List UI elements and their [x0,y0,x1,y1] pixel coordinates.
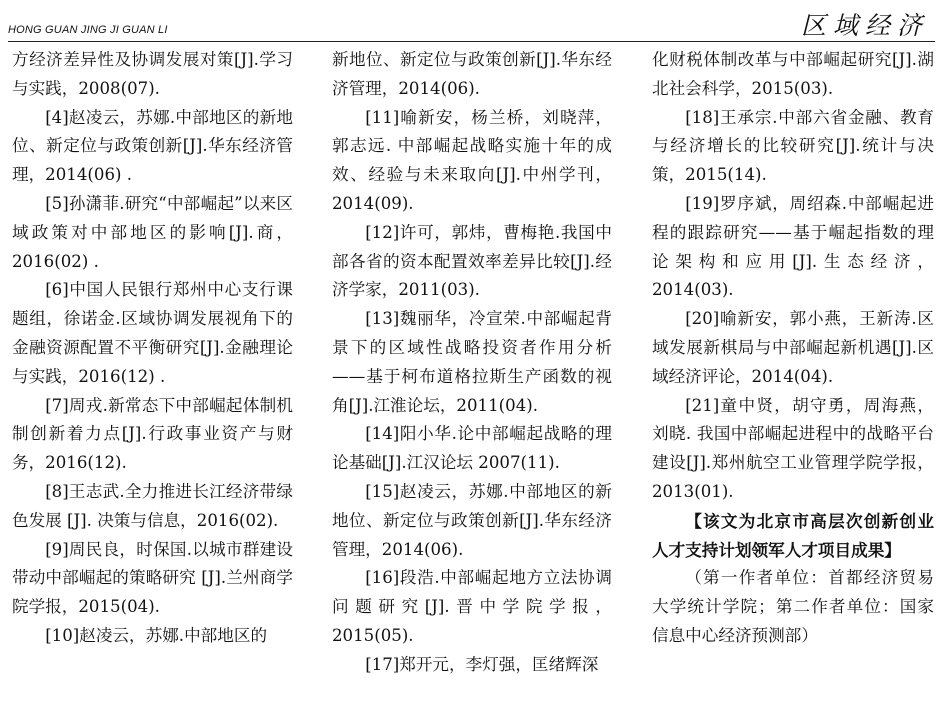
reference-paragraph: [6]中国人民银行郑州中心支行课题组，徐诺金.区域协调发展视角下的金融资源配置不平衡研究[J].金融理论与实践，2016(12) . [12,280,293,386]
reference-paragraph: [19]罗序斌，周绍森.中部崛起进程的跟踪研究——基于崛起指数的理论架构和应用[J].生态经济，2014(03). [652,193,934,300]
reference-paragraph: 新地位、新定位与政策创新[J].华东经济管理，2014(06). [332,50,612,98]
journal-name: HONG GUAN JING JI GUAN LI [8,24,168,36]
section-title: 区域经济 [800,11,929,40]
reference-paragraph: （第一作者单位：首都经济贸易大学统计学院；第二作者单位：国家信息中心经济预测部） [652,568,934,645]
reference-paragraph: [13]魏丽华，冷宣荣.中部崛起背景下的区域性战略投资者作用分析——基于柯布道格拉斯生产函数的视角[J].江淮论坛，2011(04). [332,309,612,415]
reference-paragraph: [18]王承宗.中部六省金融、教育与经济增长的比较研究[J].统计与决策，2015(14). [652,107,934,185]
reference-paragraph: [20]喻新安，郭小燕，王新涛.区域发展新棋局与中部崛起新机遇[J].区域经济评论，2014(04). [652,309,934,386]
reference-paragraph: [21]童中贤，胡守勇，周海燕，刘晓. 我国中部崛起进程中的战略平台建设[J].郑州航空工业管理学院学报，2013(01). [652,395,934,501]
page-header [8,0,935,46]
reference-paragraph: [17]郑开元，李灯强，匡绪辉深 [365,654,599,674]
text-column-1 [12,46,293,706]
reference-paragraph: [14]阳小华.论中部崛起战略的理论基础[J].江汉论坛 2007(11). [332,424,612,473]
text-column-2 [332,46,612,706]
reference-paragraph: 方经济差异性及协调发展对策[J].学习与实践，2008(07). [12,50,293,98]
reference-paragraph: 化财税体制改革与中部崛起研究[J].湖北社会科学，2015(03). [652,50,934,98]
reference-paragraph: [16]段浩.中部崛起地方立法协调问题研究[J].晋中学院学报，2015(05). [332,568,612,645]
reference-paragraph: [15]赵凌云，苏娜.中部地区的新地位、新定位与政策创新[J].华东经济管理，2014(06). [332,481,612,559]
funding-note: 【该文为北京市高层次创新创业人才支持计划领军人才项目成果】 [652,510,934,560]
header-rule [8,41,935,42]
reference-paragraph: [7]周戎.新常态下中部崛起体制机制创新着力点[J].行政事业资产与财务，2016(12). [12,395,293,473]
reference-paragraph: [10]赵凌云，苏娜.中部地区的 [45,625,268,645]
text-column-3 [652,46,934,706]
reference-paragraph: [12]许可，郭炜，曹梅艳.我国中部各省的资本配置效率差异比较[J].经济学家，2011(03). [332,222,612,300]
reference-paragraph: [8]王志武.全力推进长江经济带绿色发展 [J]. 决策与信息，2016(02). [12,481,293,530]
reference-paragraph: [9]周民良，时保国.以城市群建设带动中部崛起的策略研究 [J].兰州商学院学报，2015(04). [12,539,293,617]
reference-paragraph: [4]赵凌云，苏娜.中部地区的新地位、新定位与政策创新[J].华东经济管理，2014(06) . [12,107,293,185]
reference-paragraph: [5]孙潇菲.研究“中部崛起”以来区域政策对中部地区的影响[J].商，2016(02) . [12,193,293,271]
reference-paragraph: [11]喻新安，杨兰桥，刘晓萍，郭志远. 中部崛起战略实施十年的成效、经验与未来取向[J].中州学刊，2014(09). [332,107,612,213]
